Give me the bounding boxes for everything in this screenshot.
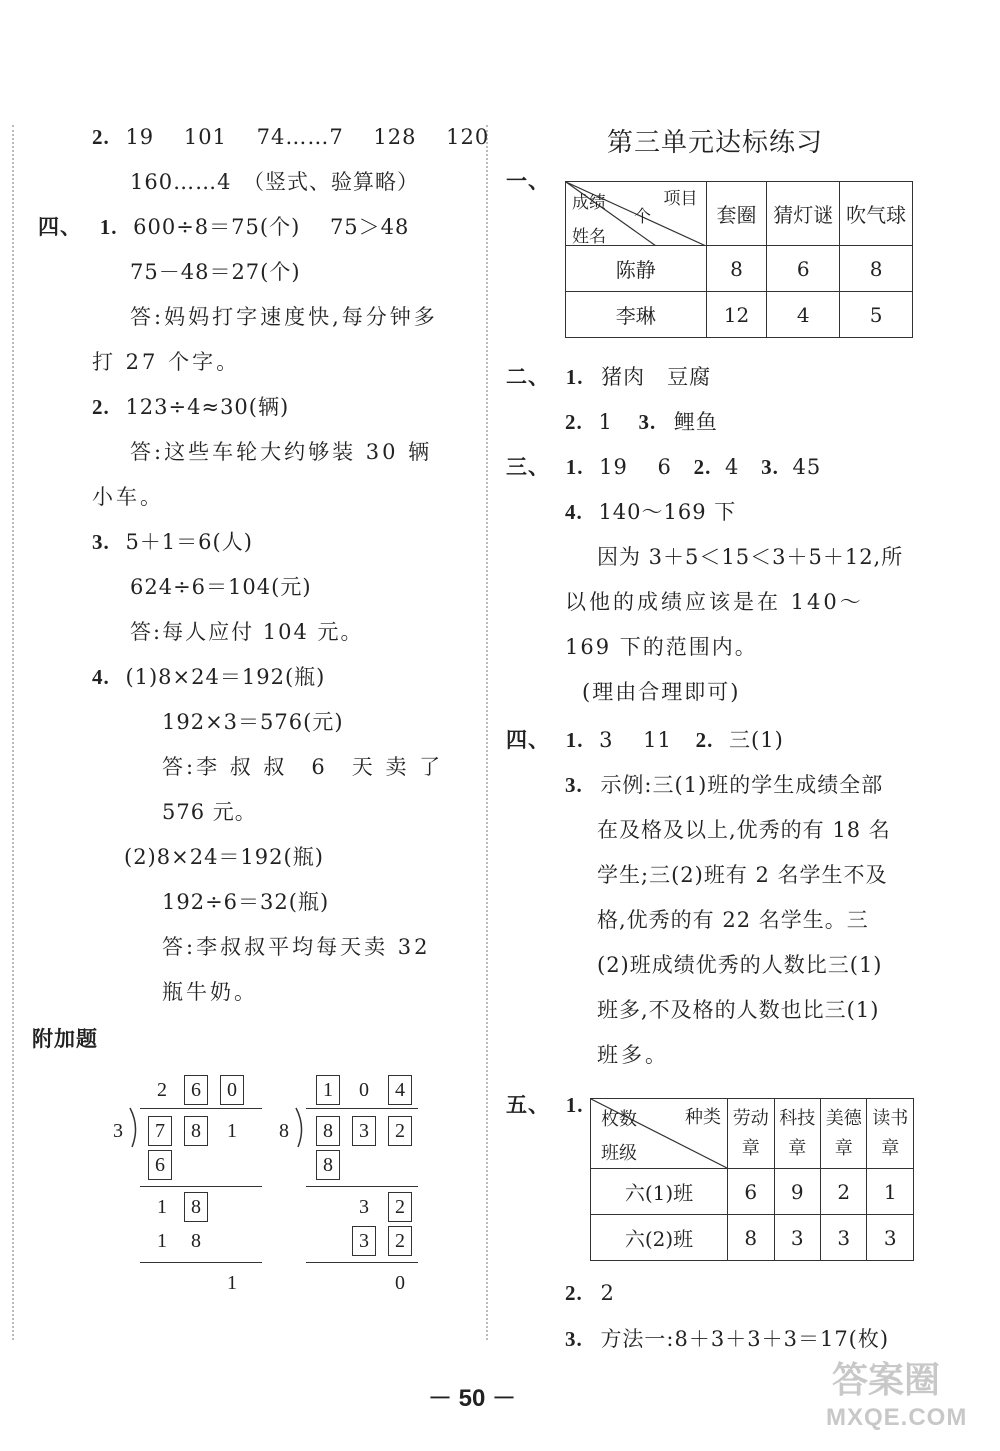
sec3-q4-line5: (理由合理即可) (582, 680, 741, 704)
q4-4-line6: 192÷6＝32(瓶) (162, 890, 330, 914)
div2-divisor: 8 (279, 1120, 289, 1142)
q4-4-line4: 576 元。 (162, 800, 257, 824)
q4-1: 四、 1. 600÷8＝75(个) 75＞48 (38, 215, 410, 239)
q4-4-line2: 192×3＝576(元) (162, 710, 344, 734)
q4-4-line7: 答:李叔叔平均每天卖 32 (162, 935, 431, 959)
div1-sub-box: 6 (148, 1150, 172, 1180)
column-divider (486, 125, 488, 1340)
sec5-q1: 五、 1. (506, 1093, 584, 1117)
div1-quotient-box: 0 (220, 1075, 244, 1105)
watermark-url: MXQE.COM (826, 1404, 968, 1431)
table-row: 陈静 8 6 8 (566, 246, 913, 292)
col-header: 吹气球 (840, 182, 913, 246)
col-header: 套圈 (706, 182, 767, 246)
q4-1-line3: 答:妈妈打字速度快,每分钟多 (130, 305, 438, 329)
sec3-q1-3: 三、 1. 19 6 2. 4 3. 45 (506, 455, 822, 479)
div1-divisor: 3 (113, 1120, 123, 1142)
sec3-q4: 4. 140～169 下 (565, 500, 737, 524)
col-header: 读书 章 (867, 1099, 914, 1169)
q4-3-line2: 624÷6＝104(元) (130, 575, 312, 599)
sec4-q3-line5: (2)班成绩优秀的人数比三(1) (597, 953, 883, 977)
q3-2: 2. 19 101 74……7 128 120 (92, 125, 490, 149)
sec1-label: 一、 (506, 169, 550, 193)
sec5-q2: 2. 2 (565, 1281, 615, 1305)
unit-title: 第三单元达标练习 (607, 128, 824, 158)
div1-dividend-digit: 1 (227, 1120, 237, 1142)
col-header: 美德 章 (820, 1099, 866, 1169)
q4-2-line2: 答:这些车轮大约够装 30 辆 (130, 440, 433, 464)
sec3-q4-line2: 因为 3＋5＜15＜3＋5＋12,所 (597, 545, 904, 569)
div2-quotient-box: 4 (388, 1075, 412, 1105)
div2-dividend-box: 8 (316, 1116, 340, 1146)
sec2-q1: 二、 1. 猪肉 豆腐 (506, 365, 712, 389)
div1-sub2-digit: 1 (157, 1230, 167, 1252)
score-table (565, 181, 913, 338)
div1-remainder-digit: 1 (157, 1196, 167, 1218)
sec4-q3-line7: 班多。 (597, 1043, 669, 1067)
table-row: 六(1)班 6 9 2 1 (591, 1169, 914, 1215)
q4-4-line3: 答:李 叔 叔 6 天 卖 了 (162, 755, 444, 779)
sec4-q3-line3: 学生;三(2)班有 2 名学生不及 (597, 863, 888, 887)
sec4-q3: 3. 示例:三(1)班的学生成绩全部 (565, 773, 884, 797)
left-margin-line (12, 125, 14, 1340)
sec4-q3-line4: 格,优秀的有 22 名学生。三 (597, 908, 869, 932)
q3-2-line2: 160……4 （竖式、验算略） (130, 170, 419, 194)
div1-quotient-box: 6 (184, 1075, 208, 1105)
sec2-q2-q3: 2. 1 3. 鲤鱼 (565, 410, 718, 434)
div2-sub-box: 8 (316, 1150, 340, 1180)
q4-4-line5: (2)8×24＝192(瓶) (124, 845, 324, 869)
sec4-q3-line2: 在及格及以上,优秀的有 18 名 (597, 818, 891, 842)
div1-quotient-digit: 2 (157, 1079, 167, 1101)
col-header: 科技 章 (774, 1099, 820, 1169)
div1-sub2-digit: 8 (191, 1230, 201, 1252)
div2-quotient-digit: 0 (359, 1079, 369, 1101)
q4-1-line2: 75－48＝27(个) (130, 260, 301, 284)
page-number: － 50 － (428, 1385, 517, 1412)
watermark-logo: 答案圈 (832, 1359, 941, 1400)
div1-dividend-box: 7 (148, 1116, 172, 1146)
div2-dividend-box: 3 (352, 1116, 376, 1146)
div1-bracket (128, 1107, 144, 1149)
div1-final-remainder: 1 (227, 1272, 237, 1294)
medal-table-diagonal-header: 种类 枚数 班级 (591, 1099, 728, 1169)
table-row: 六(2)班 8 3 3 3 (591, 1215, 914, 1261)
div2-final-remainder: 0 (395, 1272, 405, 1294)
div2-remainder-digit: 3 (359, 1196, 369, 1218)
col-header: 猜灯谜 (767, 182, 840, 246)
div2-quotient-box: 1 (316, 1075, 340, 1105)
div1-dividend-box: 8 (184, 1116, 208, 1146)
q4-2-line3: 小车。 (92, 485, 164, 509)
q4-4: 4. (1)8×24＝192(瓶) (92, 665, 326, 689)
q4-4-line8: 瓶牛奶。 (162, 980, 258, 1004)
sec4-q3-line6: 班多,不及格的人数也比三(1) (597, 998, 880, 1022)
q4-1-line4: 打 27 个字。 (92, 350, 241, 374)
sec4-q1-2: 四、 1. 3 11 2. 三(1) (506, 728, 784, 752)
medal-table (590, 1098, 914, 1261)
div2-bracket (294, 1107, 310, 1149)
col-header: 劳动 章 (728, 1099, 774, 1169)
q4-3: 3. 5＋1＝6(人) (92, 530, 253, 554)
score-table-diagonal-header: 项目 个 成绩 姓名 (566, 182, 707, 246)
q4-2: 2. 123÷4≈30(辆) (92, 395, 290, 419)
sec5-q3: 3. 方法一:8＋3＋3＋3＝17(枚) (565, 1327, 890, 1351)
sec3-q4-line4: 169 下的范围内。 (565, 635, 758, 659)
div2-remainder-box: 2 (388, 1192, 412, 1222)
div2-sub2-box: 3 (352, 1226, 376, 1256)
div1-remainder-box: 8 (184, 1192, 208, 1222)
sec3-q4-line3: 以他的成绩应该是在 140～ (565, 590, 864, 614)
div2-dividend-box: 2 (388, 1116, 412, 1146)
q4-3-line3: 答:每人应付 104 元。 (130, 620, 364, 644)
bonus-title: 附加题 (32, 1027, 98, 1051)
div2-sub2-box: 2 (388, 1226, 412, 1256)
table-row: 李琳 12 4 5 (566, 292, 913, 338)
